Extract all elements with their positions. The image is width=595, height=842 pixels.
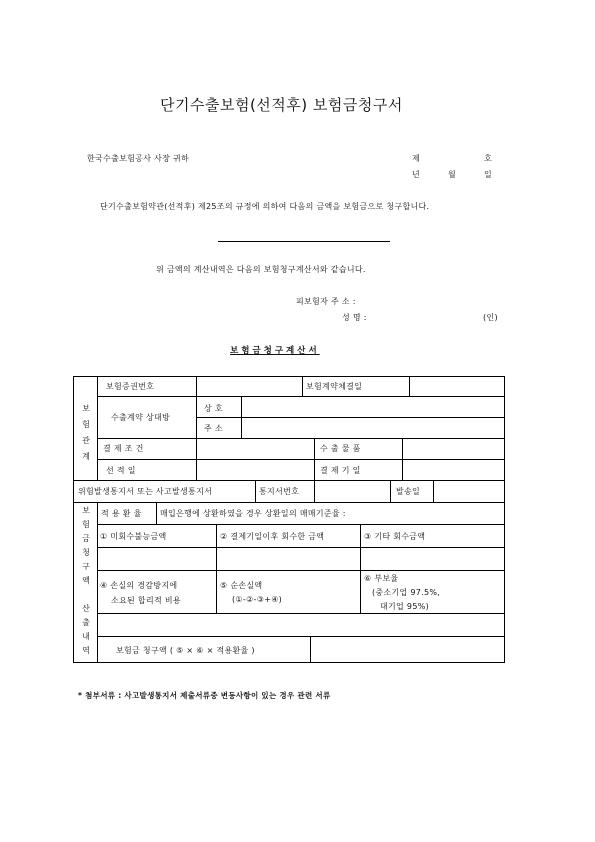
row-divider xyxy=(97,613,505,614)
row-divider xyxy=(196,417,505,418)
date-month: 월 xyxy=(448,170,457,179)
col-divider xyxy=(402,438,403,480)
notice-no-label: 통지서번호 xyxy=(259,487,300,496)
col-divider xyxy=(390,480,391,502)
name-label: 성 명 : xyxy=(342,313,367,322)
notice-no-field[interactable] xyxy=(316,482,388,500)
payment-terms-field[interactable] xyxy=(198,440,312,457)
breakdown-note: 위 금액의 계산내역은 다음의 보험청구계산서와 같습니다. xyxy=(156,265,366,274)
payment-terms-label: 결 제 조 건 xyxy=(103,444,144,453)
col-divider xyxy=(409,376,410,397)
calc-label-char: 출 xyxy=(82,618,90,627)
item1-field[interactable] xyxy=(99,549,214,569)
counterparty-label: 수출계약 상대방 xyxy=(111,413,171,422)
payment-due-label: 결 제 기 일 xyxy=(320,466,361,475)
item3-label: ③ 기타 회수금액 xyxy=(364,532,426,541)
row-divider xyxy=(97,459,505,460)
trade-name-label: 상 호 xyxy=(204,404,223,413)
issue-date-field[interactable] xyxy=(435,482,503,500)
col-divider xyxy=(433,480,434,502)
item2-label: ② 결제기일이후 회수한 금액 xyxy=(220,532,325,541)
doc-no-suffix: 호 xyxy=(484,154,493,163)
group-label-char: 험 xyxy=(82,420,90,429)
calc-label-char: 액 xyxy=(82,576,90,585)
item1-label: ① 미회수불능금액 xyxy=(100,532,167,541)
item6-line1: ⑥ 부보율 xyxy=(364,574,399,583)
col-divider xyxy=(156,502,157,524)
col-divider xyxy=(241,397,242,438)
row-divider xyxy=(97,524,505,525)
address-label: 주 소 xyxy=(204,424,223,433)
calc-label-char: 산 xyxy=(82,604,90,613)
group-label-char: 관 xyxy=(82,436,90,445)
item5-line2: (①-②-③+④) xyxy=(232,595,283,604)
amount-blank-line[interactable] xyxy=(218,241,390,242)
contract-date-field[interactable] xyxy=(411,378,503,395)
item4-line1: ④ 손실의 경감방지에 xyxy=(100,581,178,590)
payment-due-field[interactable] xyxy=(404,461,503,478)
col-divider xyxy=(314,438,315,480)
insured-address-label: 피보험자 주 소 : xyxy=(296,297,356,306)
col-divider xyxy=(216,524,217,613)
issue-date-label: 발송일 xyxy=(396,487,421,496)
col-divider xyxy=(196,376,197,480)
calc-blank-row[interactable] xyxy=(99,615,503,635)
item6-line3: 대기업 95%) xyxy=(380,602,430,611)
rate-label: 적 용 환 율 xyxy=(101,509,142,518)
calc-label-char: 구 xyxy=(82,562,90,571)
calc-label-char: 보 xyxy=(82,506,90,515)
seal-label: (인) xyxy=(483,313,498,322)
date-year: 년 xyxy=(412,170,421,179)
doc-no-label: 제 xyxy=(412,154,421,163)
claim-amount-field[interactable] xyxy=(312,638,503,661)
calc-title: 보험금청구계산서 xyxy=(230,346,320,356)
group-label-char: 계 xyxy=(82,452,90,461)
trade-name-field[interactable] xyxy=(243,399,503,416)
row-divider xyxy=(97,438,505,439)
row-divider xyxy=(97,396,505,397)
col-divider xyxy=(255,480,256,502)
calc-label-char: 금 xyxy=(82,534,90,543)
col-divider xyxy=(310,636,311,663)
item3-field[interactable] xyxy=(362,549,503,569)
export-goods-label: 수 출 물 품 xyxy=(320,444,361,453)
contract-date-label: 보험계약체결일 xyxy=(306,382,363,391)
item5-line1: ⑤ 순손실액 xyxy=(220,581,263,590)
item2-field[interactable] xyxy=(218,549,358,569)
shipping-date-field[interactable] xyxy=(198,461,312,478)
policy-no-field[interactable] xyxy=(198,378,300,395)
calc-label-char: 역 xyxy=(82,646,90,655)
col-divider xyxy=(360,524,361,613)
addressee: 한국수출보험공사 사장 귀하 xyxy=(87,154,190,163)
col-divider xyxy=(97,502,98,663)
item4-line2: 소요된 합리적 비용 xyxy=(111,596,181,605)
item6-line2: (중소기업 97.5%, xyxy=(372,588,441,597)
row-divider xyxy=(97,547,505,548)
accident-notice-label: 위험발생통지서 또는 사고발생통지서 xyxy=(78,487,213,496)
policy-no-label: 보험증권번호 xyxy=(106,382,155,391)
col-divider xyxy=(302,376,303,397)
rate-note: 매입은행에 상환하였을 경우 상환일의 매매기준율 : xyxy=(160,509,346,518)
row-divider xyxy=(97,570,505,571)
row-divider xyxy=(97,636,505,637)
row-divider xyxy=(73,480,505,481)
col-divider xyxy=(314,480,315,502)
address-field[interactable] xyxy=(243,420,503,437)
shipping-date-label: 선 적 일 xyxy=(106,466,136,475)
attachments-note: * 첨부서류 : 사고발생통지서 제출서류중 변동사항이 있는 경우 관련 서류 xyxy=(78,691,331,700)
col-divider xyxy=(97,376,98,480)
row-divider xyxy=(73,502,505,503)
calc-label-char: 험 xyxy=(82,520,90,529)
export-goods-field[interactable] xyxy=(404,440,503,457)
page-title: 단기수출보험(선적후) 보험금청구서 xyxy=(160,96,403,114)
date-day: 일 xyxy=(484,170,493,179)
intro-text: 단기수출보험약관(선적후) 제25조의 규정에 의하여 다음의 금액을 보험금으로 청구합니다. xyxy=(100,202,430,211)
claim-amount-label: 보험금 청구액 ( ⑤ × ⑥ × 적용환율 ) xyxy=(116,646,255,655)
calc-label-char: 내 xyxy=(82,632,90,641)
group-label-char: 보 xyxy=(82,404,90,413)
calc-label-char: 청 xyxy=(82,548,90,557)
